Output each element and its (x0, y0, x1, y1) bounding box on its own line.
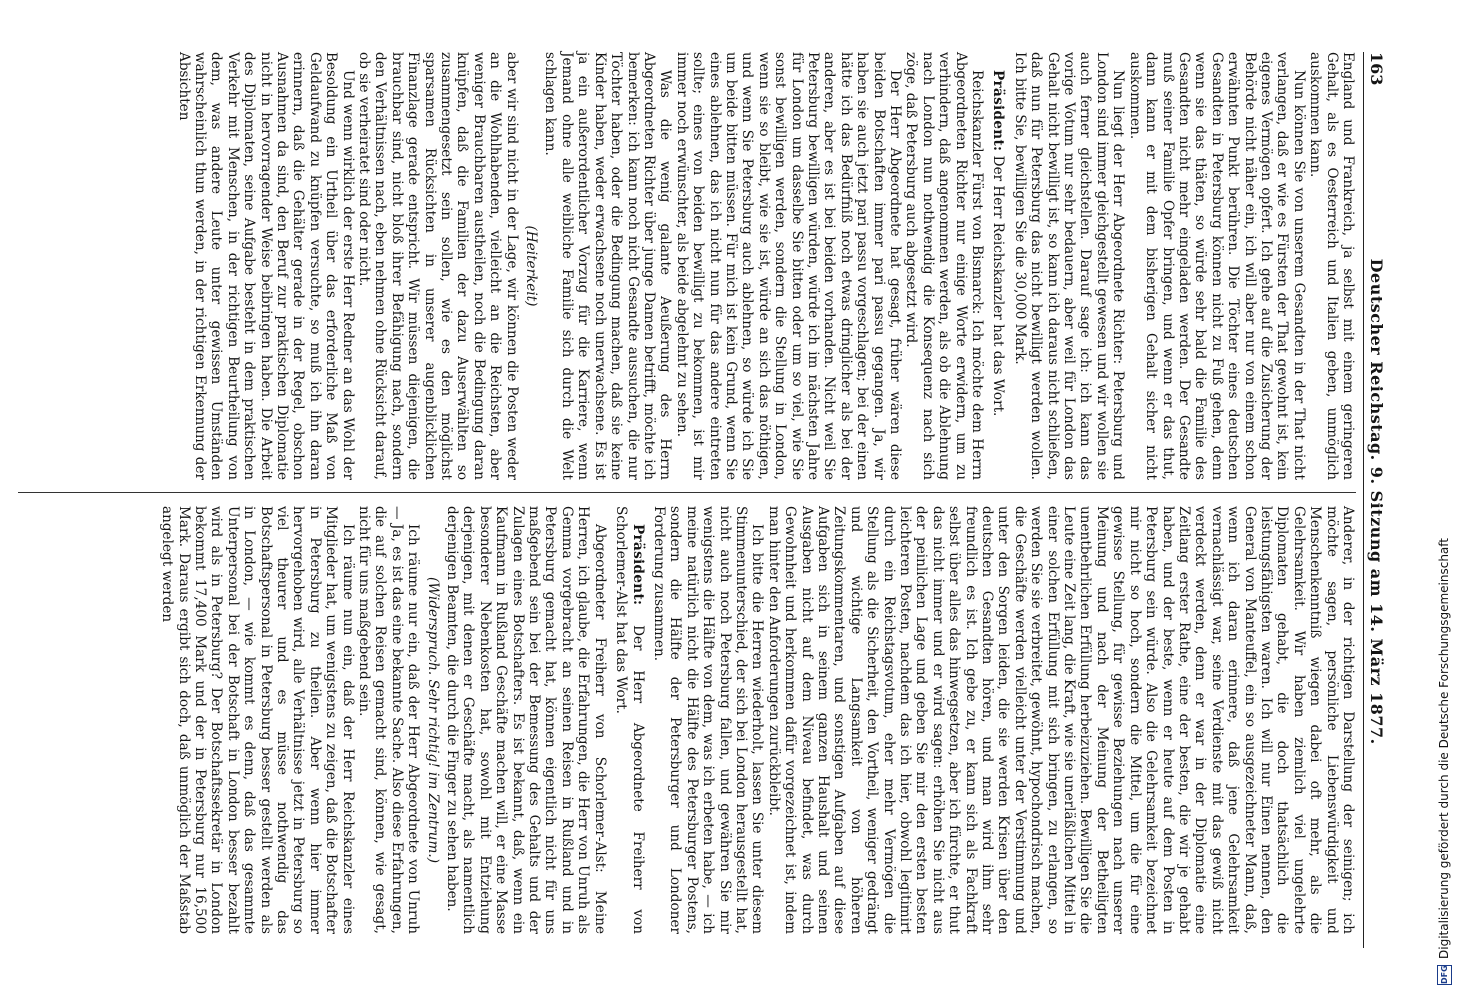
paragraph: Was die wenig galante Aeußerung des Herrn Abgeordneten Richter über junge Damen betrifft, möchte ich bemerken: ich kann noch nicht Gesandte aussuchen, die nur Töchter haben, oder die Bedingung machen, daß sie keine Kinder haben, weder erwachsene noch unerwachsene. Es ist ja ein außerordentlicher Vorzug für die Karriere, wenn Jemand ohne alle weibliche Familie sich durch die Welt schlagen kann. (542, 52, 674, 480)
paragraph: Ich bitte die Herren wiederholt, lassen Sie unter diesem Stimmenunterschied, der sich bei London herausgestellt hat, nicht auch noch Petersburg fallen, und gewähren Sie mir wenigstens die Hälfte von dem, was ich erbeten habe, — ich meine natürlich nicht die Hälfte des Petersburger Postens, sondern die Hälfte der Petersburger und Londoner Forderung zusammen. (650, 506, 766, 934)
paragraph: England und Frankreich, ja selbst mit einem geringeren Gehalt, als es Oesterreich und Italien geben, unmöglich auskommen kann. (1307, 52, 1356, 480)
paragraph: Nun können Sie von unserem Gesandten in der That nicht verlangen, daß er wie es Fürsten der That gewohnt ist, kein eigenes Vermögen opfert. Ich gehe auf die Zusicherung der Behörde nicht näher ein, ich will aber nur von einem schon erwähnten Punkt berühren. Die Töchter eines deutschen Gesandten in Petersburg können nicht zu Fuß gehen, denn wenn sie das thäten, so würde sehr bald die Familie des Gesandten nicht mehr eingeladen werden. Der Gesandte muß seiner Familie Opfer bringen, und wenn er das thut, dann kann er mit dem bisherigen Gehalt sicher nicht auskommen. (1126, 52, 1307, 480)
interjection: (Widerspruch. Sehr richtig! im Zentrum.) (424, 576, 441, 864)
interjection: (Heiterkeit) (523, 225, 540, 307)
speaker-line (990, 52, 1006, 480)
speaker-name: Präsident: (990, 70, 1007, 152)
page-header (1363, 52, 1390, 948)
page-title: Deutscher Reichstag. 9. Sitzung am 14. März 1877. (1367, 258, 1387, 745)
paragraph: Nun liegt der Herr Abgeordnete Richter: Petersburg und London sind immer gleichgestellt gewesen und wir wollen sie auch ferner gleichstellen. Darauf sage ich: ich kann das vorige Votum nur sehr bedauern, aber weil für London das Gehalt nicht bewilligt ist, so kann ich daraus nicht schließen, daß nun für Petersburg das nicht bewilligt werden wollen. Ich bitte Sie, bewilligen Sie die 30,000 Mark. (1011, 52, 1127, 480)
footer-text-line (1430, 0, 1458, 985)
speaker-name: Präsident: (629, 524, 646, 606)
paragraph: aber wir sind nicht in der Lage, wir können die Posten weder an die Wohlhabenden, vielleicht an die Reichsten, aber weniger Brauchbaren austheilen, noch die Bedingung daran knüpfen, daß die Familien der dazu Auserwählten so zusammengesetzt sein sollen, wie es den möglichst sparsamen Rücksichten in unserer augenblicklichen Finanzlage gerade entspricht. Wir müssen diejenigen, die brauchbar sind, nicht bloß ihrer Befähigung nach, sondern den Verhältnissen nach, eben nehmen ohne Rücksicht darauf, ob sie verheiratet sind oder nicht. (356, 52, 520, 480)
dfg-logo-icon: DFG (1437, 965, 1452, 985)
paragraph: Ich räume nun ein, daß der Herr Reichskanzler eines Mitglieder hat, um wenigstens zu zeigen, daß die Botschafter in Petersburg zu theilen. Aber wenn hier immer hervorgehoben wird, alle Verhältnisse jetzt in Petersburg so viel theurer und es müsse nothwendig das Botschaftspersonal in Petersburg besser gestellt werden als in London, — wie kommt es denn, daß das gesammte Unterpersonal bei der Botschaft in London besser bezahlt wird als in Petersburg? Der Botschaftssekretär in London bekommt 17,400 Mark und der in Petersburg nur 16,500 Mark. Daraus ergibt sich doch, daß unmöglich der Maßstab angelegt werden (159, 506, 356, 934)
footer-text: Digitalisierung gefördert durch die Deutsche Forschungsgemeinschaft (1437, 537, 1451, 959)
paragraph: Abgeordneter Freiherr von Schorlemer-Alst: Meine Herren, ich glaube, die Erfahrungen, die Herr von Unruh als Gemma vorgebracht an seinen Reisen in Rußland und in Petersburg gemacht hat, können eigentlich nicht für uns maßgebend sein bei der Bemessung des Gehalts und der Zulagen eines Botschafters. Es ist bekannt, daß, wenn ein Kaufmann in Rußland Geschäfte machen will, er eine Masse besonderer Nebenkosten hat, sowohl mit Entziehung derjenigen, mit denen er Geschäfte macht, als namentlich derjenigen Beamten, die durch die Finger zu sehen haben. (444, 506, 608, 934)
speaker-text: Der Herr Reichskanzler hat das Wort. (990, 155, 1007, 417)
page-number: 163 (1367, 52, 1387, 86)
digitization-footer (1400, 0, 1451, 1000)
speaker-line (613, 506, 646, 934)
paragraph: Ich räume nur ein, daß der Herr Abgeordnete von Unruh — Ja, es ist das eine bekannte Sache. Also diese Erfahrungen, die auf solchen Reisen gemacht sind, können, wie gesagt, nicht für uns maßgebend sein. (356, 506, 422, 934)
paragraph: Anderer, in der richtigen Darstellung der seinigen; ich möchte sagen, persönliche Liebenswürdigkeit und Menschenkenntniß wiegen dabei oft mehr, als die Gelehrsamkeit. Wir haben ziemlich viel ungelehrte Diplomaten gehabt, die doch thatsächlich die leistungsfähigsten waren. Ich will nur Einen nennen, den General von Manteuffel, ein so ausgezeichneter Mann, daß, wenn ich daran erinnere, daß jene Gelehrsamkeit vernachlässigt war, seine Verdienste mit das gewiß nicht verdeckt werden, denn er war in der Diplomatie eine Zeitlang erster Rathe, eine der besten, die wir je gehabt haben, und der beste, wenn er heute auf dem Posten in Petersburg sein würde. Also die Gelehrsamkeit bezeichnet mir nicht so hoch, sondern die Mittel, um die für eine gewisse Stellung, für gewisse Beziehungen nach unserer Meinung und nach der Meinung der Betheiligten unentbehrlichen Erfüllung herbeizuziehen. Bewilligen Sie die Leute eine Zeit lang, die Kraft, wie sie unerläßlichen Mittel in einer solchen Erfüllung mit sich bringen, zu erlangen, so werden Sie sie verbreitet, gewöhnt, hypochondrisch machen, die Geschäfte werden vielleicht unter der Verstimmung und unter den Sorgen leiden, die sie werden Krisen über den deutschen Gesandten hören, und man wird ihm sehr freundlich es ist. Ich gebe zu, er kann sich als Fachkraft selbst über alles das hinwegsetzen, aber ich fürchte, er thut das nicht immer und er wird sagen: erhöhen Sie nicht aus der peinlichen Lage und geben Sie mir den ersten besten leichteren Posten, nachdem das ich hier, obwohl legitimirt durch ein Reichstagsvotum, eher mehr Vermögen die Stellung als die Sicherheit, den Vortheil, weniger gedrängt und wichtige Langsamkeit von höheren Zeitungskommentaren, und sonstigen Aufgaben auf diese Aufgaben sich in seinem ganzen Haushalt und seinen Ausgaben nicht auf dem Niveau befindet, was durch Gewohnheit und herkommen dafür vorgezeichnet ist, indem man hinter den Anforderungen zurückbleibt. (765, 506, 1356, 934)
paragraph: Und wenn wirklich der erste Herr Redner an das Wohl der Besoldung ein Urtheil über das erforderliche Maß von Geldaufwand zu knüpfen versuchte, so muß ich ihn daran erinnern, daß die Gehälter gerade in der Regel, obschon Ausnahmen da sind, den Beruf zur praktischen Diplomatie nicht in hervorragender Weise beibringen haben. Die Arbeit des Diplomaten, seine Aufgabe besteht in dem praktischen Verkehr mit Menschen, in der richtigen Beurtheilung von dem, was andere Leute unter gewissen Umständen wahrscheinlich thun werden, in der richtigen Erkennung der Absichten (175, 52, 356, 480)
left-text-column (18, 52, 1356, 480)
right-text-column (18, 506, 1356, 934)
speaker-text: Der Herr Abgeordnete Freiherr von Schorlemer-Alst hat das Wort. (613, 506, 646, 934)
paragraph: Reichskanzler Fürst von Bismarck: Ich möchte dem Herrn Abgeordneten Richter nur einige Worte erwidern, um zu verhindern, daß angenommen werden, als ob die Ablehnung nach London nun nothwendig die Konsequenz nach sich zöge, daß Petersburg auch abgesetzt wird. (903, 52, 986, 480)
paragraph: Der Herr Abgeordnete hat gesagt, früher wären diese beiden Botschaften immer pari passu gegangen. Ja, wir haben sie auch jetzt pari passu vorgeschlagen; bei der einen hätte ich das Bedürfniß noch etwas dringlicher als bei der anderen, aber es ist bei beiden vorhanden. Nicht weil Sie Petersburg bewilligen würden, würde ich im nächsten Jahre für London um dasselbe Sie bitten oder um so viel, wie Sie sonst bewilligen werden, sondern die Stellung in London, wenn sie so bleibt, wie sie ist, würde an sich das nöthigen, und wenn Sie Petersburg auch ablehnen, so würde ich Sie um beide bitten müssen. Für mich ist kein Grund, wenn Sie eines ablehnen, das ich nicht nun für das andere eintreten sollte; eines von beiden bewilligt zu bekommen, ist mir immer noch erwünschter, als beide abgelehnt zu sehen. (673, 52, 904, 480)
column-divider (18, 492, 1356, 493)
